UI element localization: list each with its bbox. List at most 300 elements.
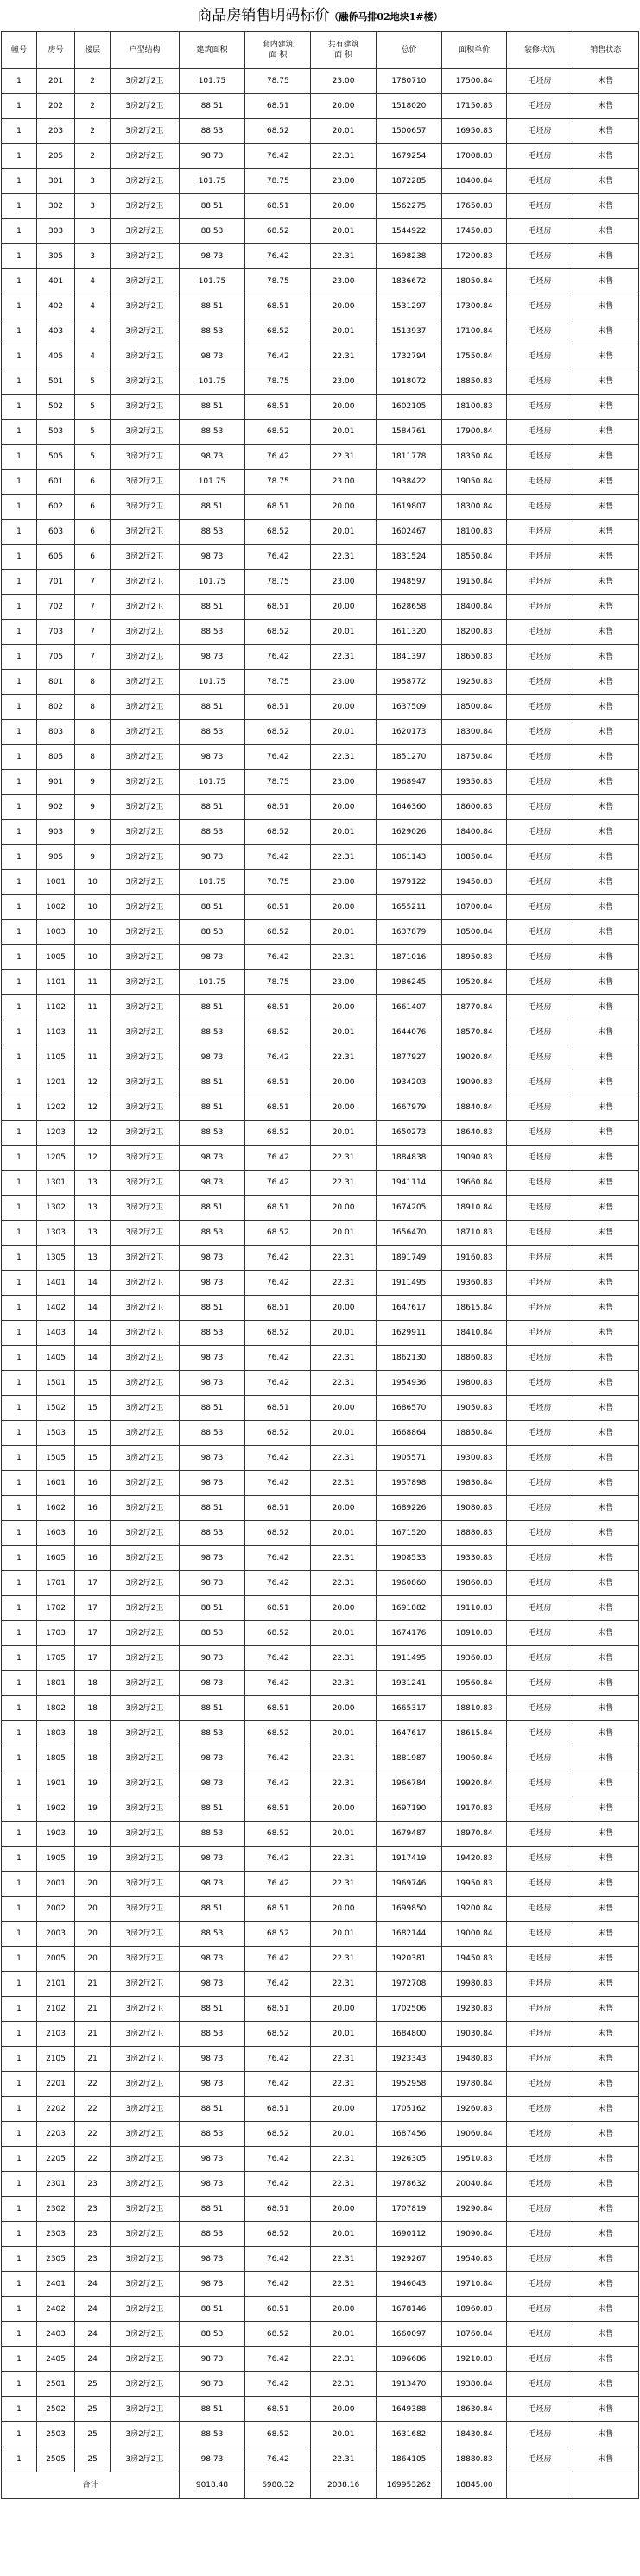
cell-shared-area: 23.00 [311,870,376,895]
cell-area: 88.53 [179,920,244,945]
cell-area: 98.73 [179,1671,244,1696]
cell-inner-area: 76.42 [245,1171,311,1196]
cell-status: 未售 [573,995,638,1020]
cell-room: 1301 [36,1171,74,1196]
cell-shared-area: 20.01 [311,1421,376,1446]
cell-shared-area: 22.31 [311,1947,376,1972]
cell-floor: 22 [75,2147,111,2172]
cell-status: 未售 [573,2197,638,2222]
cell-inner-area: 68.51 [245,1196,311,1221]
cell-floor: 19 [75,1796,111,1822]
cell-floor: 24 [75,2347,111,2372]
cell-total-price: 1531297 [376,294,441,319]
cell-inner-area: 68.51 [245,2297,311,2322]
cell-room: 1102 [36,995,74,1020]
cell-status: 未售 [573,119,638,144]
cell-building: 1 [2,1496,37,1521]
cell-layout: 3房2厅2卫 [111,2172,180,2197]
cell-inner-area: 76.42 [245,1546,311,1571]
cell-status: 未售 [573,2372,638,2397]
cell-total-price: 1646360 [376,795,441,820]
cell-floor: 18 [75,1671,111,1696]
cell-floor: 5 [75,420,111,445]
cell-unit-price: 19170.83 [442,1796,507,1822]
cell-room: 1802 [36,1696,74,1721]
cell-status: 未售 [573,2422,638,2447]
table-row [2,745,639,770]
cell-layout: 3房2厅2卫 [111,620,180,645]
cell-unit-price: 18615.84 [442,1296,507,1321]
cell-unit-price: 18430.84 [442,2422,507,2447]
cell-area: 98.73 [179,745,244,770]
cell-inner-area: 78.75 [245,169,311,194]
table-row [2,294,639,319]
cell-shared-area: 23.00 [311,369,376,395]
cell-floor: 9 [75,820,111,845]
cell-inner-area: 68.52 [245,420,311,445]
table-row [2,970,639,995]
cell-unit-price: 19420.83 [442,1847,507,1872]
table-row [2,1446,639,1471]
cell-decoration: 毛坯房 [507,695,573,720]
cell-shared-area: 20.01 [311,1721,376,1746]
cell-building: 1 [2,2147,37,2172]
cell-layout: 3房2厅2卫 [111,1646,180,1671]
cell-decoration: 毛坯房 [507,2372,573,2397]
cell-decoration: 毛坯房 [507,1421,573,1446]
cell-unit-price: 17200.83 [442,244,507,269]
cell-total-price: 1602105 [376,395,441,420]
cell-floor: 14 [75,1271,111,1296]
cell-shared-area: 20.00 [311,1296,376,1321]
table-row [2,845,639,870]
cell-shared-area: 22.31 [311,1246,376,1271]
cell-room: 1701 [36,1571,74,1596]
cell-building: 1 [2,1171,37,1196]
cell-status: 未售 [573,1546,638,1571]
cell-layout: 3房2厅2卫 [111,2397,180,2422]
cell-layout: 3房2厅2卫 [111,369,180,395]
cell-building: 1 [2,1246,37,1271]
cell-shared-area: 22.31 [311,1371,376,1396]
cell-total-price: 1941114 [376,1171,441,1196]
cell-floor: 16 [75,1496,111,1521]
cell-layout: 3房2厅2卫 [111,1020,180,1045]
cell-layout: 3房2厅2卫 [111,94,180,119]
cell-room: 301 [36,169,74,194]
cell-decoration: 毛坯房 [507,1646,573,1671]
cell-building: 1 [2,2297,37,2322]
cell-shared-area: 20.01 [311,2222,376,2247]
cell-shared-area: 20.01 [311,420,376,445]
table-row [2,670,639,695]
cell-building: 1 [2,1746,37,1771]
cell-total-price: 1690112 [376,2222,441,2247]
table-row [2,1997,639,2022]
table-row [2,2097,639,2122]
cell-layout: 3房2厅2卫 [111,1471,180,1496]
table-row [2,1371,639,1396]
cell-building: 1 [2,1596,37,1621]
cell-building: 1 [2,1997,37,2022]
cell-building: 1 [2,2322,37,2347]
cell-area: 88.53 [179,2022,244,2047]
cell-room: 802 [36,695,74,720]
cell-shared-area: 20.00 [311,395,376,420]
cell-shared-area: 20.01 [311,820,376,845]
cell-inner-area: 76.42 [245,2072,311,2097]
cell-shared-area: 22.31 [311,1671,376,1696]
cell-layout: 3房2厅2卫 [111,770,180,795]
cell-unit-price: 18600.83 [442,795,507,820]
cell-status: 未售 [573,2297,638,2322]
cell-building: 1 [2,1070,37,1095]
cell-layout: 3房2厅2卫 [111,1621,180,1646]
table-row [2,545,639,570]
cell-inner-area: 76.42 [245,2047,311,2072]
cell-decoration: 毛坯房 [507,1596,573,1621]
cell-layout: 3房2厅2卫 [111,2447,180,2472]
cell-shared-area: 20.00 [311,1997,376,2022]
cell-total-price: 1671520 [376,1521,441,1546]
cell-area: 98.73 [179,2172,244,2197]
cell-area: 98.73 [179,2072,244,2097]
cell-building: 1 [2,269,37,294]
cell-room: 1503 [36,1421,74,1446]
table-row [2,1746,639,1771]
cell-building: 1 [2,1621,37,1646]
cell-decoration: 毛坯房 [507,1721,573,1746]
cell-layout: 3房2厅2卫 [111,470,180,495]
cell-building: 1 [2,1271,37,1296]
cell-layout: 3房2厅2卫 [111,2347,180,2372]
cell-inner-area: 68.51 [245,294,311,319]
cell-layout: 3房2厅2卫 [111,1872,180,1897]
cell-layout: 3房2厅2卫 [111,2022,180,2047]
cell-room: 602 [36,495,74,520]
cell-area: 98.73 [179,244,244,269]
table-row [2,1045,639,1070]
cell-layout: 3房2厅2卫 [111,945,180,970]
cell-room: 705 [36,645,74,670]
cell-layout: 3房2厅2卫 [111,1371,180,1396]
cell-floor: 19 [75,1822,111,1847]
cell-area: 98.73 [179,1646,244,1671]
cell-layout: 3房2厅2卫 [111,1897,180,1922]
cell-shared-area: 22.31 [311,1771,376,1796]
cell-status: 未售 [573,795,638,820]
cell-status: 未售 [573,1045,638,1070]
cell-decoration: 毛坯房 [507,1947,573,1972]
cell-layout: 3房2厅2卫 [111,344,180,369]
cell-room: 503 [36,420,74,445]
cell-decoration: 毛坯房 [507,1396,573,1421]
cell-area: 98.73 [179,2047,244,2072]
cell-inner-area: 78.75 [245,69,311,94]
cell-layout: 3房2厅2卫 [111,2222,180,2247]
cell-status: 未售 [573,1095,638,1121]
cell-inner-area: 76.42 [245,1746,311,1771]
cell-decoration: 毛坯房 [507,369,573,395]
totals-shared-area: 2038.16 [311,2472,376,2499]
cell-total-price: 1674176 [376,1621,441,1646]
header-floor: 楼层 [75,32,111,69]
header-shared-area [311,32,376,69]
cell-decoration: 毛坯房 [507,1196,573,1221]
cell-floor: 11 [75,1020,111,1045]
table-row [2,1346,639,1371]
cell-room: 403 [36,319,74,344]
cell-inner-area: 76.42 [245,344,311,369]
cell-unit-price: 18500.84 [442,920,507,945]
cell-decoration: 毛坯房 [507,194,573,219]
cell-total-price: 1650273 [376,1121,441,1146]
cell-shared-area: 20.00 [311,1095,376,1121]
cell-shared-area: 22.31 [311,1571,376,1596]
cell-building: 1 [2,945,37,970]
table-row [2,2322,639,2347]
cell-room: 1003 [36,920,74,945]
cell-unit-price: 19150.84 [442,570,507,595]
cell-shared-area: 20.00 [311,294,376,319]
cell-building: 1 [2,1796,37,1822]
cell-total-price: 1896686 [376,2347,441,2372]
cell-layout: 3房2厅2卫 [111,69,180,94]
cell-layout: 3房2厅2卫 [111,1346,180,1371]
cell-shared-area: 20.00 [311,495,376,520]
cell-decoration: 毛坯房 [507,845,573,870]
cell-total-price: 1841397 [376,645,441,670]
cell-room: 601 [36,470,74,495]
cell-area: 88.53 [179,2422,244,2447]
cell-unit-price: 18970.84 [442,1822,507,1847]
cell-inner-area: 76.42 [245,1646,311,1671]
table-row [2,2172,639,2197]
cell-status: 未售 [573,620,638,645]
header-shared-area-line2: 面 积 [334,51,353,60]
cell-area: 101.75 [179,69,244,94]
cell-unit-price: 18615.84 [442,1721,507,1746]
totals-total-price: 169953262 [376,2472,441,2499]
cell-floor: 2 [75,69,111,94]
cell-building: 1 [2,2047,37,2072]
cell-status: 未售 [573,69,638,94]
cell-shared-area: 22.31 [311,645,376,670]
cell-inner-area: 68.51 [245,1796,311,1822]
cell-unit-price: 19060.84 [442,2122,507,2147]
cell-unit-price: 18550.84 [442,545,507,570]
cell-area: 88.53 [179,319,244,344]
cell-inner-area: 68.52 [245,2422,311,2447]
cell-decoration: 毛坯房 [507,1321,573,1346]
table-row [2,1246,639,1271]
cell-shared-area: 20.01 [311,1221,376,1246]
cell-shared-area: 20.00 [311,595,376,620]
cell-building: 1 [2,645,37,670]
cell-area: 88.51 [179,94,244,119]
cell-inner-area: 76.42 [245,1671,311,1696]
cell-status: 未售 [573,520,638,545]
cell-unit-price: 19350.83 [442,770,507,795]
cell-total-price: 1926305 [376,2147,441,2172]
cell-area: 88.53 [179,1221,244,1246]
cell-layout: 3房2厅2卫 [111,1947,180,1972]
table-body [2,69,639,2472]
cell-area: 101.75 [179,470,244,495]
cell-total-price: 1518020 [376,94,441,119]
cell-status: 未售 [573,1897,638,1922]
table-row [2,945,639,970]
cell-total-price: 1948597 [376,570,441,595]
cell-total-price: 1679254 [376,144,441,169]
cell-unit-price: 19480.83 [442,2047,507,2072]
cell-layout: 3房2厅2卫 [111,595,180,620]
cell-decoration: 毛坯房 [507,94,573,119]
cell-room: 1605 [36,1546,74,1571]
cell-inner-area: 68.52 [245,1621,311,1646]
cell-shared-area: 20.01 [311,2122,376,2147]
table-row [2,2122,639,2147]
cell-area: 98.73 [179,1771,244,1796]
cell-inner-area: 68.51 [245,1095,311,1121]
cell-status: 未售 [573,319,638,344]
cell-room: 1703 [36,1621,74,1646]
cell-shared-area: 20.00 [311,2297,376,2322]
cell-inner-area: 68.52 [245,1822,311,1847]
cell-area: 88.53 [179,2322,244,2347]
cell-area: 88.53 [179,1321,244,1346]
cell-floor: 2 [75,119,111,144]
cell-inner-area: 68.52 [245,2122,311,2147]
cell-shared-area: 20.01 [311,319,376,344]
cell-shared-area: 22.31 [311,2172,376,2197]
cell-inner-area: 76.42 [245,845,311,870]
cell-decoration: 毛坯房 [507,595,573,620]
cell-decoration: 毛坯房 [507,1571,573,1596]
cell-total-price: 1691882 [376,1596,441,1621]
cell-layout: 3房2厅2卫 [111,244,180,269]
cell-unit-price: 18570.84 [442,1020,507,1045]
cell-room: 901 [36,770,74,795]
cell-building: 1 [2,995,37,1020]
table-row [2,1796,639,1822]
cell-decoration: 毛坯房 [507,2347,573,2372]
cell-decoration: 毛坯房 [507,1546,573,1571]
cell-decoration: 毛坯房 [507,1020,573,1045]
cell-inner-area: 78.75 [245,269,311,294]
cell-unit-price: 19330.83 [442,1546,507,1571]
cell-area: 88.53 [179,520,244,545]
cell-total-price: 1966784 [376,1771,441,1796]
cell-unit-price: 18700.84 [442,895,507,920]
cell-decoration: 毛坯房 [507,1471,573,1496]
cell-unit-price: 19830.84 [442,1471,507,1496]
cell-room: 1205 [36,1146,74,1171]
cell-total-price: 1929267 [376,2247,441,2272]
cell-inner-area: 68.51 [245,1897,311,1922]
cell-decoration: 毛坯房 [507,1922,573,1947]
cell-shared-area: 20.01 [311,1621,376,1646]
cell-building: 1 [2,620,37,645]
cell-building: 1 [2,1421,37,1446]
cell-total-price: 1923343 [376,2047,441,2072]
cell-decoration: 毛坯房 [507,319,573,344]
cell-floor: 21 [75,1997,111,2022]
cell-decoration: 毛坯房 [507,1746,573,1771]
cell-unit-price: 18100.83 [442,395,507,420]
cell-layout: 3房2厅2卫 [111,570,180,595]
cell-total-price: 1884838 [376,1146,441,1171]
cell-building: 1 [2,2122,37,2147]
cell-layout: 3房2厅2卫 [111,1171,180,1196]
cell-floor: 17 [75,1571,111,1596]
table-row [2,1070,639,1095]
cell-status: 未售 [573,645,638,670]
cell-status: 未售 [573,244,638,269]
cell-total-price: 1682144 [376,1922,441,1947]
cell-layout: 3房2厅2卫 [111,845,180,870]
cell-area: 88.53 [179,1621,244,1646]
cell-floor: 6 [75,545,111,570]
cell-shared-area: 22.31 [311,344,376,369]
cell-unit-price: 20040.84 [442,2172,507,2197]
cell-floor: 25 [75,2372,111,2397]
cell-shared-area: 22.31 [311,2247,376,2272]
cell-total-price: 1584761 [376,420,441,445]
cell-floor: 14 [75,1321,111,1346]
cell-floor: 11 [75,1045,111,1070]
cell-status: 未售 [573,94,638,119]
cell-room: 1302 [36,1196,74,1221]
cell-floor: 23 [75,2197,111,2222]
cell-building: 1 [2,395,37,420]
cell-total-price: 1602467 [376,520,441,545]
cell-layout: 3房2厅2卫 [111,420,180,445]
cell-inner-area: 68.51 [245,895,311,920]
cell-layout: 3房2厅2卫 [111,970,180,995]
table-row [2,194,639,219]
table-row [2,1972,639,1997]
table-row [2,720,639,745]
cell-inner-area: 68.52 [245,720,311,745]
cell-decoration: 毛坯房 [507,1045,573,1070]
cell-building: 1 [2,294,37,319]
cell-layout: 3房2厅2卫 [111,1696,180,1721]
cell-room: 2305 [36,2247,74,2272]
cell-shared-area: 22.31 [311,1446,376,1471]
cell-unit-price: 19450.83 [442,1947,507,1972]
cell-building: 1 [2,1872,37,1897]
cell-area: 88.51 [179,1997,244,2022]
cell-shared-area: 22.31 [311,2272,376,2297]
cell-building: 1 [2,369,37,395]
cell-decoration: 毛坯房 [507,495,573,520]
table-row [2,2222,639,2247]
cell-room: 501 [36,369,74,395]
table-row [2,2272,639,2297]
cell-total-price: 1881987 [376,1746,441,1771]
cell-shared-area: 20.00 [311,1396,376,1421]
table-row [2,1095,639,1121]
cell-area: 88.51 [179,1396,244,1421]
cell-layout: 3房2厅2卫 [111,1296,180,1321]
cell-total-price: 1877927 [376,1045,441,1070]
cell-building: 1 [2,1646,37,1671]
cell-inner-area: 68.52 [245,2022,311,2047]
cell-unit-price: 19380.84 [442,2372,507,2397]
cell-unit-price: 17450.83 [442,219,507,244]
cell-decoration: 毛坯房 [507,294,573,319]
